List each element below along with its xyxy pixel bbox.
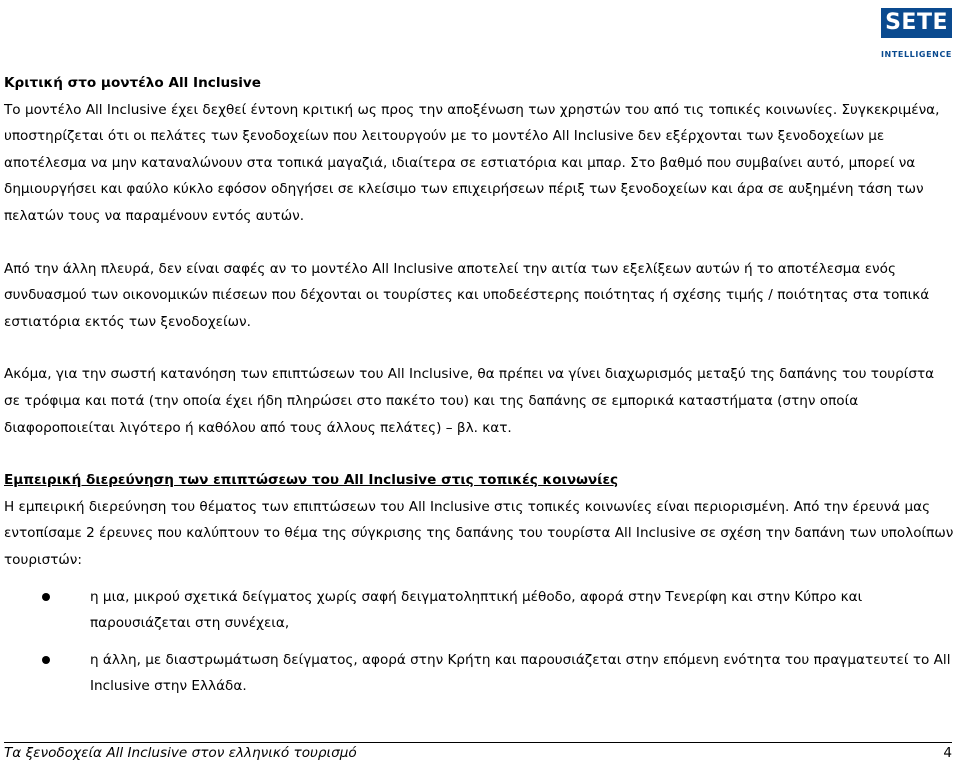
bullet-icon	[42, 593, 50, 601]
list-item	[4, 647, 954, 700]
list-item-text: η μια, μικρού σχετικά δείγματος χωρίς σαφή δειγματοληπτική μέθοδο, αφορά στην Τενερίφη και στην Κύπρο και παρουσιάζεται στη συνέχεια,	[90, 588, 863, 632]
paragraph: Το μοντέλο All Inclusive έχει δεχθεί έντονη κριτική ως προς την αποξένωση των χρηστών του από τις τοπικές κοινωνίες. Συγκεκριμένα, υποστηρίζεται ότι οι πελάτες των ξενοδοχείων που λειτουργούν με το μοντέλο All Inclusive δεν εξέρχονται των ξενοδοχείων με αποτέλεσμα να μην καταναλώνουν στα τοπικά μαγαζιά, ιδιαίτερα σε εστιατόρια και μπαρ. Στο βαθμό που συμβαίνει αυτό, μπορεί να δημιουργήσει και φαύλο κύκλο εφόσον οδηγήσει σε κλείσιμο των επιχειρήσεων πέριξ των ξενοδοχείων και άρα σε αυξημένη τάση των πελατών τους να παραμένουν εντός αυτών.	[4, 101, 940, 224]
paragraph: Η εμπειρική διερεύνηση του θέματος των επιπτώσεων του All Inclusive στις τοπικές κοινωνίες είναι περιορισμένη. Από την έρευνά μας εντοπίσαμε 2 έρευνες που καλύπτουν το θέμα της σύγκρισης της δαπάνης του τουρίστα All Inclusive σε σχέση την δαπάνη των υπολοίπων τουριστών:	[4, 498, 954, 568]
section-heading-empirical: Εμπειρική διερεύνηση των επιπτώσεων του All Inclusive στις τοπικές κοινωνίες	[4, 472, 619, 489]
section-heading-critique: Κριτική στο μοντέλο All Inclusive	[4, 75, 261, 91]
sete-logo	[878, 8, 952, 59]
paragraph: Από την άλλη πλευρά, δεν είναι σαφές αν το μοντέλο All Inclusive αποτελεί την αιτία των εξελίξεων αυτών ή το αποτέλεσμα ενός συνδυασμού των οικονομικών πιέσεων που δέχονται οι τουρίστες και υποδεέστερης ποιότητας ή σχέσης τιμής / ποιότητας στα τοπικά εστιατόρια εκτός των ξενοδοχείων.	[4, 260, 930, 330]
logo-subtitle: INTELLIGENCE	[880, 50, 952, 59]
paragraph: Ακόμα, για την σωστή κατανόηση των επιπτώσεων του All Inclusive, θα πρέπει να γίνει διαχωρισμός μεταξύ της δαπάνης του τουρίστα σε τρόφιμα και ποτά (την οποία έχει ήδη πληρώσει στο πακέτο του) και της δαπάνης σε εμπορικά καταστήματα (στην οποία διαφοροποιείται λιγότερο ή καθόλου από τους άλλους πελάτες) – βλ. κατ.	[4, 366, 935, 436]
page-footer	[4, 742, 952, 761]
page-number: 4	[943, 745, 952, 761]
document-body	[4, 70, 954, 710]
bullet-list	[4, 584, 954, 700]
bullet-icon	[42, 656, 50, 664]
list-item-text: η άλλη, με διαστρωμάτωση δείγματος, αφορά στην Κρήτη και παρουσιάζεται στην επόμενη ενότητα του πραγματευτεί το All Inclusive στην Ελλάδα.	[90, 651, 951, 695]
logo-name: SETE	[881, 8, 952, 38]
list-item	[4, 584, 954, 637]
footer-title: Τα ξενοδοχεία All Inclusive στον ελληνικό τουρισμό	[4, 745, 357, 761]
